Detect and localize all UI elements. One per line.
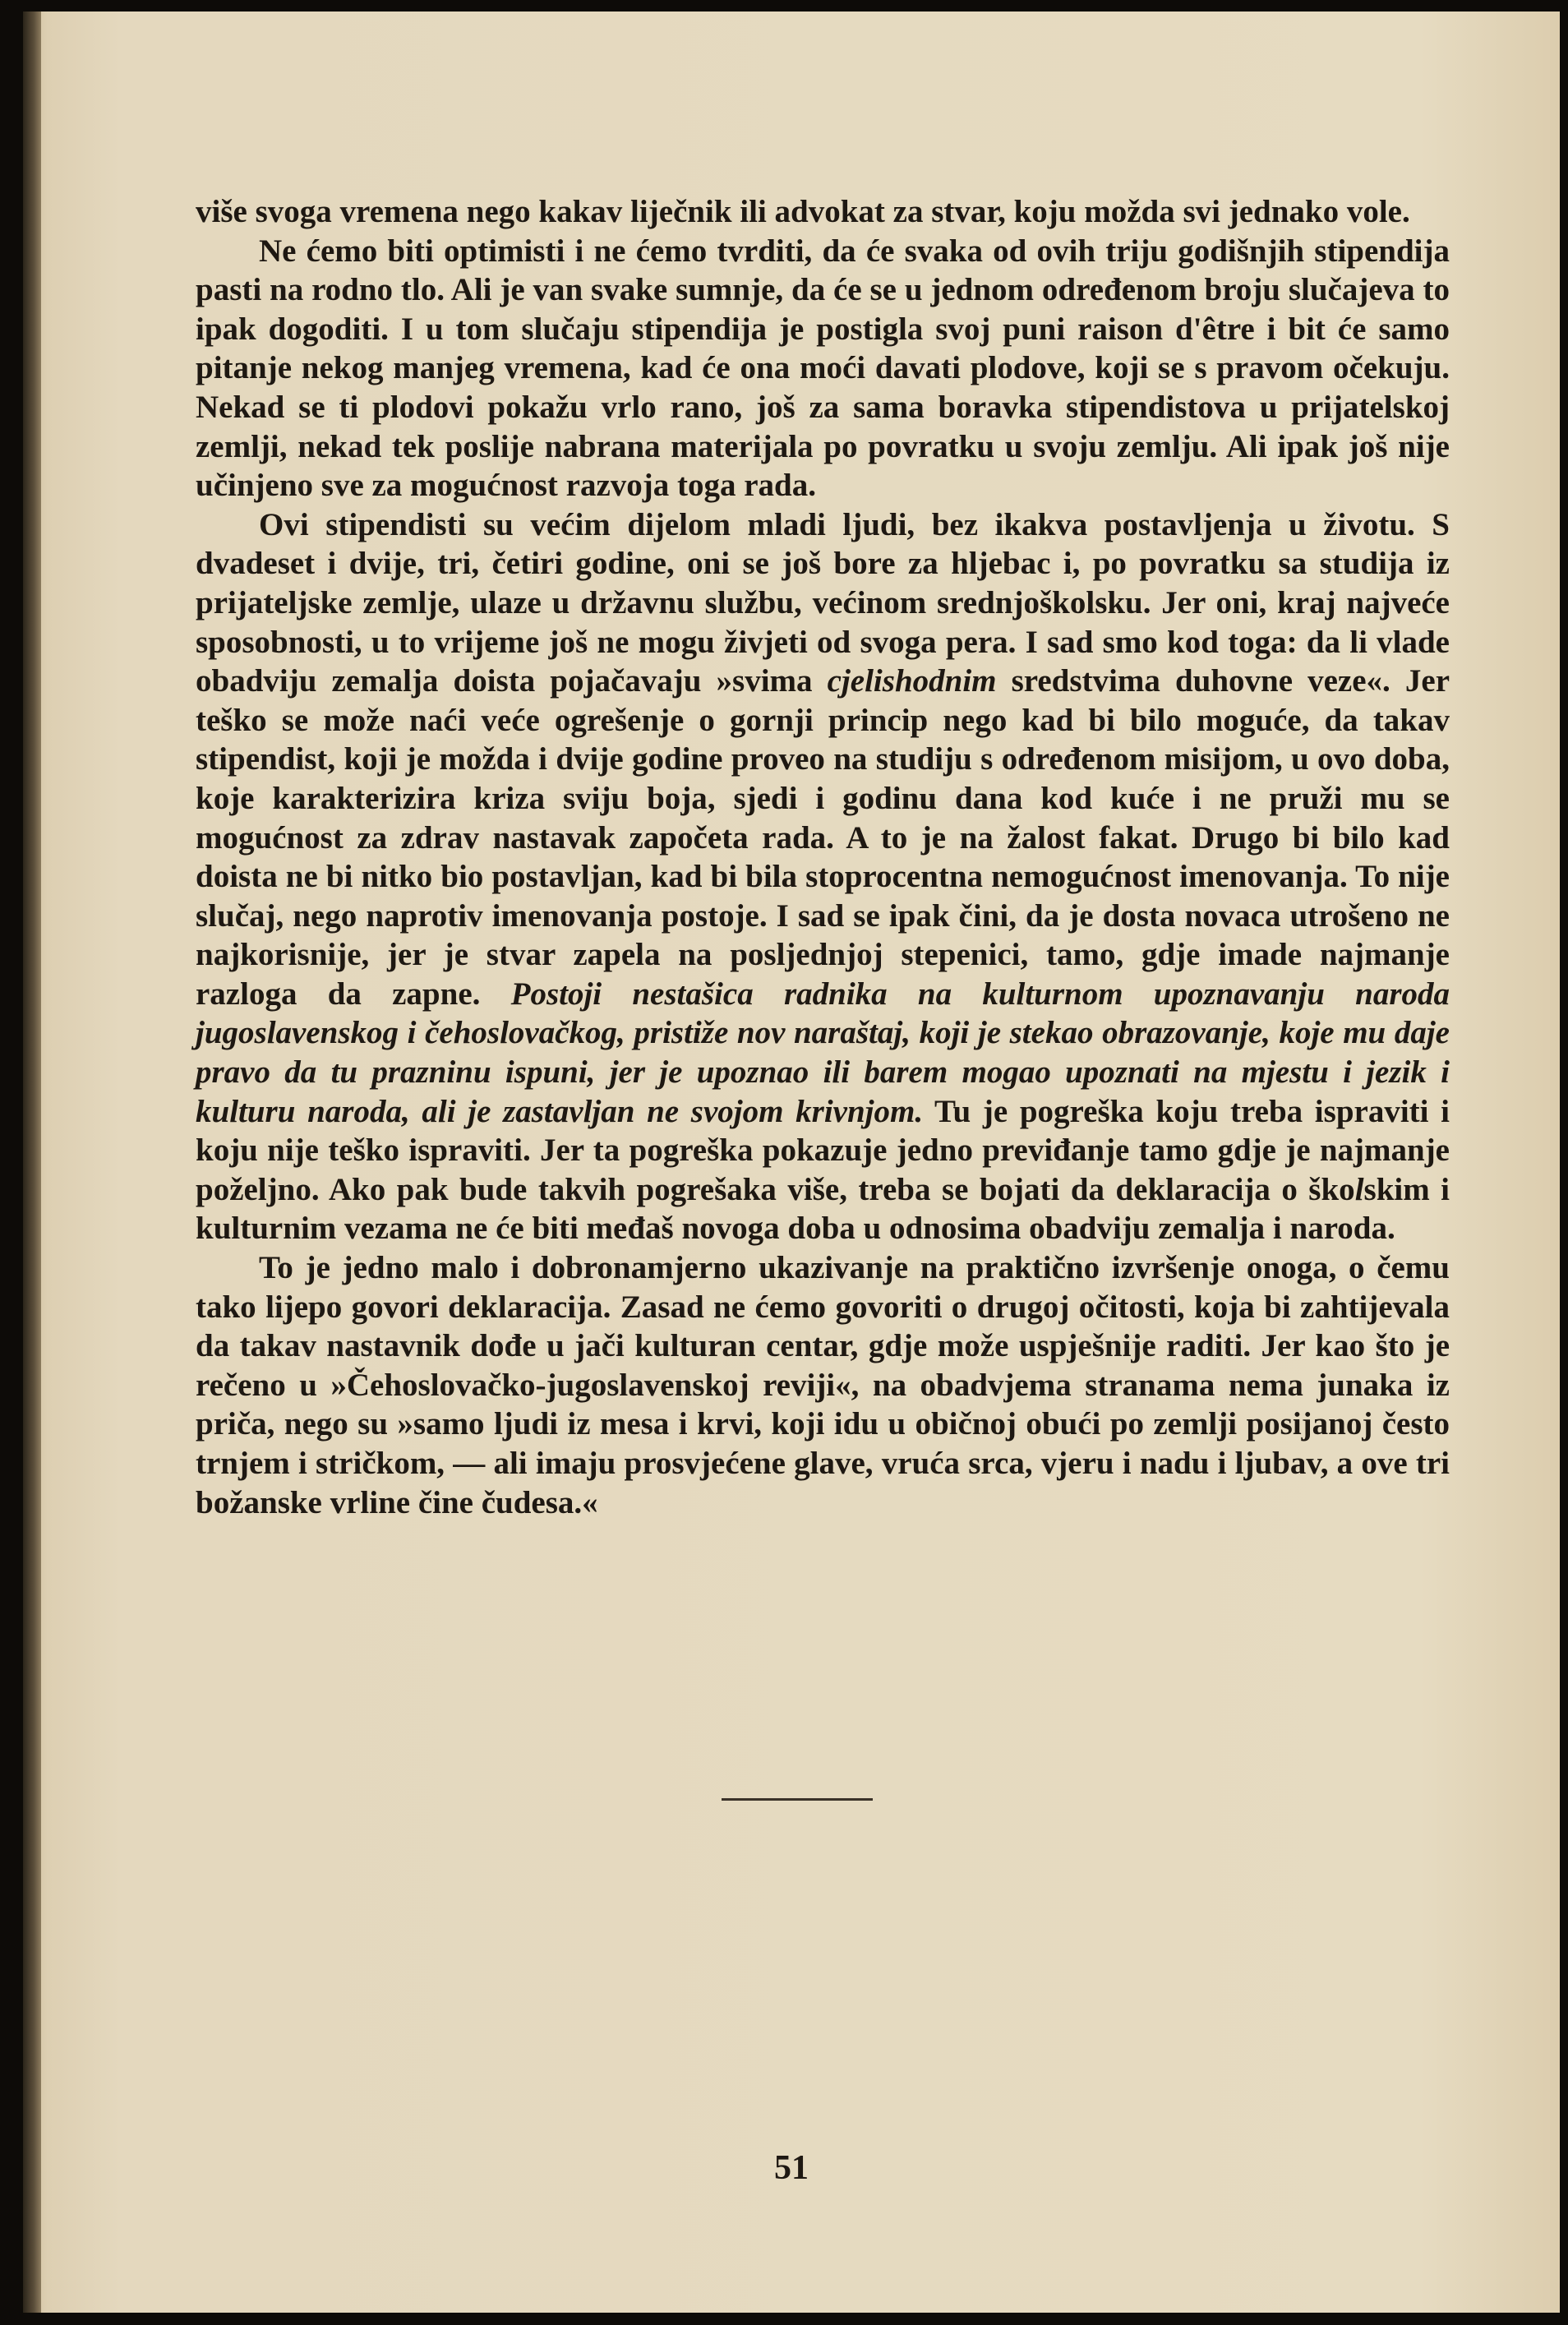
text-segment: sredstvima duhovne veze«. Jer teško se može naći veće ogrešenje o gornji princip nego kad bi bilo moguće, da takav stipendist, koji je možda i dvije godine proveo na studiju s određenom misijom, u ovo doba, koje karakterizira kriza sviju boja, sjedi i godinu dana kod kuće i ne pruži mu se mogućnost za zdrav nastavak započeta rada. A to je na žalost fakat. Drugo bi bilo kad doista ne bi nitko bio postavljan, kad bi bila stoprocentna nemogućnost imenovanja. To nije slučaj, nego naprotiv imenovanja postoje. I sad se ipak čini, da je dosta novaca utrošeno ne najkorisnije, jer je stvar zapela na posljednjoj stepenici, tamo, gdje imade najmanje razloga da zapne. bbox=[196, 663, 1450, 1012]
text-segment: Tu je pogreška koju treba ispraviti i koju nije teško ispraviti. Jer ta pogreška pokazuje jedno previđanje tamo gdje je najmanje poželjno. Ako pak bude takvih pogrešaka više, treba se bojati da deklaracija o ško bbox=[196, 1093, 1450, 1207]
text-segment: To je jedno malo i dobronamjerno ukazivanje na praktično izvršenje onoga, o čemu tako lijepo govori deklaracija. Zasad ne ćemo govoriti o drugoj očitosti, koja bi zahtijevala da takav nastavnik dođe u jači kulturan centar, gdje može uspješnije raditi. Jer kao što je rečeno u »Čehoslovačko-jugoslavenskoj reviji«, na obadvjema stranama nema junaka iz priča, nego su »samo ljudi iz mesa i krvi, koji idu u običnoj obući po zemlji posijanoj često trnjem i stričkom, — ali imaju prosvjećene glave, vruća srca, vjeru i nadu i ljubav, a ove tri božanske vrline čine čudesa.« bbox=[196, 1250, 1450, 1520]
emphasized-text: Postoji nestašica radnika na kulturnom upoznavanju naroda jugoslavenskog i čehoslovačkog, pristiže nov naraštaj, koji je stekao obrazovanje, koje mu daje pravo da tu prazninu ispuni, jer je upoznao ili barem mogao upoznati na mjestu i jezik i kulturu naroda, ali je zastavljan ne svojom krivnjom. bbox=[196, 976, 1450, 1129]
emphasized-text: l bbox=[1354, 1171, 1364, 1207]
book-page bbox=[23, 12, 1560, 2313]
text-segment: Ovi stipendisti su većim dijelom mladi ljudi, bez ikakva postavljenja u životu. S dvadeset i dvije, tri, četiri godine, oni se još bore za hljebac i, po povratku sa studija iz prijateljske zemlje, ulaze u državnu službu, većinom srednjoškolsku. Jer oni, kraj najveće sposobnosti, u to vrijeme još ne mogu živjeti od svoga pera. I sad smo kod toga: da li vlade obadviju zemalja doista pojačavaju »svima bbox=[196, 506, 1450, 699]
page-binding-edge bbox=[23, 12, 41, 2313]
paragraph bbox=[196, 1248, 1450, 1522]
emphasized-text: cjelishodnim bbox=[827, 663, 997, 699]
text-segment: skim i kulturnim vezama ne će biti međaš novoga doba u odnosima obadviju zemalja i naroda. bbox=[196, 1171, 1450, 1247]
section-divider bbox=[722, 1798, 873, 1801]
page-number: 51 bbox=[774, 2149, 809, 2187]
paragraph bbox=[196, 192, 1450, 232]
paragraph bbox=[196, 505, 1450, 1248]
text-segment: više svoga vremena nego kakav liječnik ili advokat za stvar, koju možda svi jednako vole. bbox=[196, 194, 1410, 229]
body-text bbox=[196, 192, 1450, 1522]
text-segment: Ne ćemo biti optimisti i ne ćemo tvrditi, da će svaka od ovih triju godišnjih stipendija pasti na rodno tlo. Ali je van svake sumnje, da će se u jednom određenom broju slučajeva to ipak dogoditi. I u tom slučaju stipendija je postigla svoj puni raison d'être i bit će samo pitanje nekog manjeg vremena, kad će ona moći davati plodove, koji se s pravom očekuju. Nekad se ti plodovi pokažu vrlo rano, još za sama boravka stipendistova u prijatelskoj zemlji, nekad tek poslije nabrana materijala po povratku u svoju zemlju. Ali ipak još nije učinjeno sve za mogućnost razvoja toga rada. bbox=[196, 233, 1450, 504]
paragraph bbox=[196, 232, 1450, 505]
